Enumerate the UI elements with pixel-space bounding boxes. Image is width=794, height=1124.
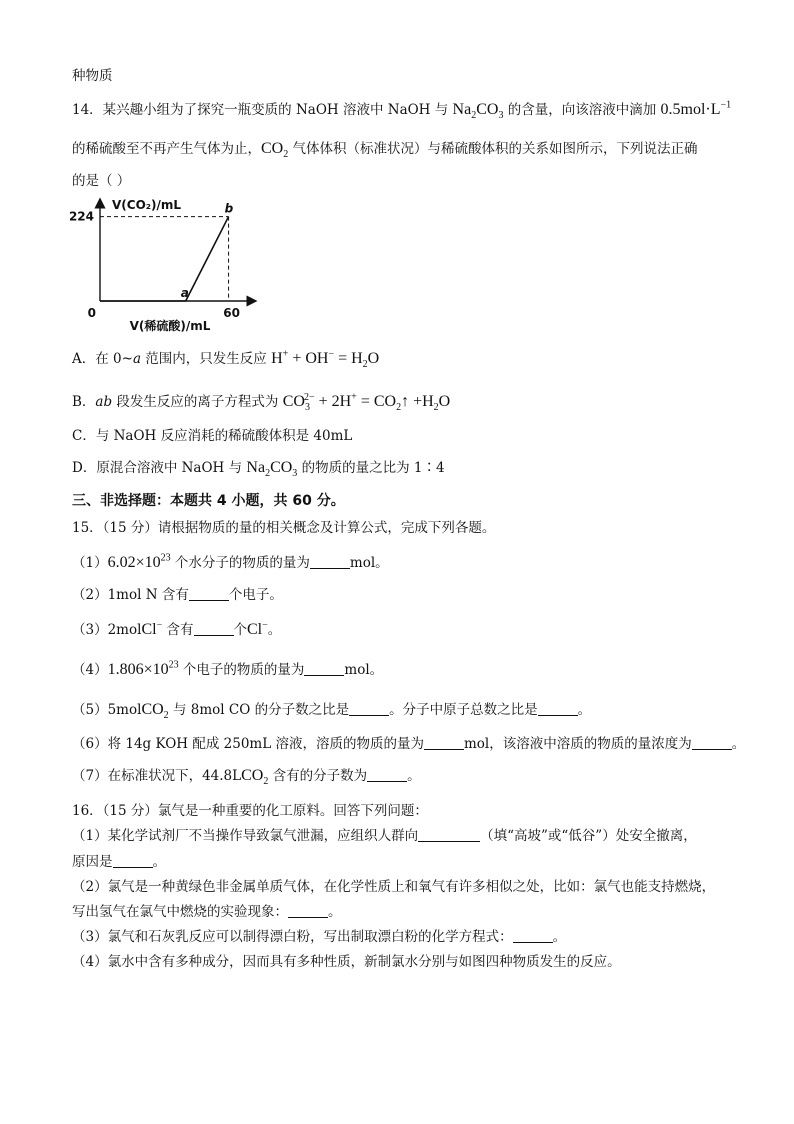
q14-line-1: 14．某兴趣小组为了探究一瓶变质的 NaOH 溶液中 NaOH 与 $Na_2CO_3$ 的含量，向该溶液中滴加 $0.5mol\cdot L^{-1}$ — [72, 99, 732, 122]
continued-text: 种物质 — [72, 68, 113, 84]
q16-part-3: （3）氯气和石灰乳反应可以制得漂白粉，写出制取漂白粉的化学方程式： 。 — [72, 929, 567, 945]
y-axis-label: V(CO₂)/mL — [112, 198, 182, 212]
co2-volume-chart — [60, 193, 260, 333]
q15-part-7: （7）在标准状况下，$44.8LCO_2$ 含有的分子数为 。 — [72, 767, 421, 788]
option-b: B．ab 段发生反应的离子方程式为 $CO_3^{2-} + 2H^+$ = $CO_2↑ +H_2O$ — [72, 391, 451, 414]
q16-part-4: （4）氯水中含有多种成分，因而具有多种性质，新制氯水分别与如图四种物质发生的反应。 — [72, 954, 621, 970]
q16-part-2-line-1: （2）氯气是一种黄绿色非金属单质气体，在化学性质上和氧气有许多相似之处，比如：氯气也能支持燃烧， — [72, 879, 716, 895]
point-label-b: b — [224, 201, 234, 216]
q15-part-5: （5）5molCO$_2$ 与 8mol CO 的分子数之比是 。分子中原子总数之比是 。 — [72, 701, 592, 722]
q16-stem: 16．（15 分）氯气是一种重要的化工原料。回答下列问题： — [72, 803, 428, 819]
q15-part-4: $(4)1.806\times 10^{23}$ 个电子的物质的量为 mol。 — [72, 659, 384, 678]
q16-part-1-line-1: （1）某化学试剂厂不当操作导致氯气泄漏，应组织人群向 （填“高坡”或“低谷”）处安全撤离， — [72, 828, 697, 844]
q15-stem: 15．（15 分）请根据物质的量的相关概念及计算公式，完成下列各题。 — [72, 520, 496, 536]
q16-part-2-line-2: 写出氢气在氯气中燃烧的实验现象： 。 — [72, 904, 342, 920]
q15-part-3: （3）2molCl− 含有 个Cl−。 — [72, 619, 282, 638]
x-axis-label: V(稀硫酸)/mL — [129, 319, 211, 333]
y-tick-label: 224 — [68, 209, 94, 224]
q14-line-3: 的是（ ） — [72, 173, 131, 189]
q16-part-1-line-2: 原因是 。 — [72, 854, 166, 870]
q15-part-2: （2）1mol N 含有 个电子。 — [72, 587, 283, 603]
q15-part-1: $(1)6.02\times 10^{23}$ 个水分子的物质的量为 mol。 — [72, 552, 389, 571]
series-line-rise — [186, 217, 229, 301]
section-3-heading: 三、非选择题：本题共 4 小题，共 60 分。 — [72, 493, 345, 509]
point-label-a: a — [180, 286, 189, 300]
x-tick-label: 60 — [223, 306, 240, 320]
origin-label: 0 — [87, 306, 96, 320]
q15-part-6: （6）将 14g KOH 配成 250mL 溶液，溶质的物质的量为 mol，该溶液中溶质的物质的量浓度为 。 — [72, 736, 746, 752]
option-c: C．与 NaOH 反应消耗的稀硫酸体积是 40mL — [72, 428, 353, 444]
option-a: A．在 0~a 范围内，只发生反应 $H^+ + OH^- = H_2O$ — [72, 348, 380, 371]
q14-line-2: 的稀硫酸至不再产生气体为止，$CO_2$ 气体体积（标准状况）与稀硫酸体积的关系如图所示，下列说法正确 — [72, 140, 698, 161]
option-d: D．原混合溶液中 NaOH 与 $Na_2CO_3$ 的物质的量之比为 1∶4 — [72, 459, 445, 480]
